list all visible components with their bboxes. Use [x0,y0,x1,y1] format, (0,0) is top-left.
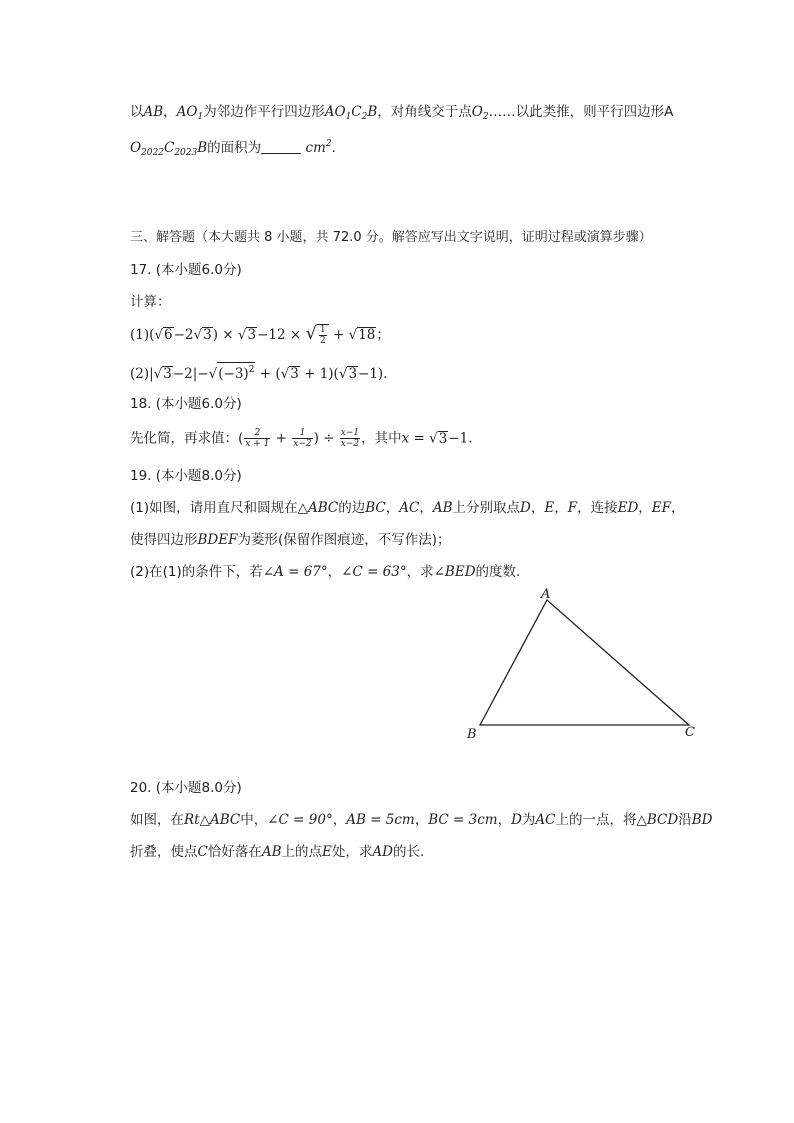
text: −2 [173,327,194,343]
answer-blank [261,139,301,154]
denominator: x−2 [293,439,312,449]
math: AB [432,500,453,516]
radicand: 18 [358,327,376,343]
text: ) ÷ [313,430,339,447]
radicand: 3 [163,366,172,382]
text: ， [332,812,347,828]
top-line-1 [130,102,673,127]
math: EF [651,500,672,516]
denominator: x−2 [340,439,360,449]
text: 上分别取点 [452,500,521,516]
math: E [322,844,332,860]
text: ， [638,500,652,516]
math-c: C [163,140,175,156]
text: + ( [255,366,281,382]
q19-header: 19. (本小题8.0分) [130,468,242,484]
text: 为邻边作平行四边形 [203,104,325,120]
math: BC [365,500,386,516]
denominator: x + 1 [245,439,270,449]
sqrt-sign: √ [193,327,203,343]
subscript: 2 [361,112,368,122]
radicand-group [217,362,255,382]
text: ， [671,500,685,516]
q17-part2 [130,362,388,384]
subscript: 2022 [141,148,164,158]
radicand: 3 [290,366,299,382]
sqrt-sign: √ [338,366,348,382]
subscript: 1 [197,112,204,122]
text: 处，求 [331,844,373,860]
text: 恰好落在 [207,844,262,860]
text: 为 [521,812,536,828]
text: ， [497,812,512,828]
text: ， [414,812,429,828]
q20-header: 20. (本小题8.0分) [130,780,242,796]
fraction [340,428,360,449]
q18-text [130,428,473,449]
text: (2)在(1)的条件下，若 [130,564,263,580]
text: ，连接 [577,500,618,516]
math: AB [261,844,282,860]
text: −12 × [257,327,306,343]
section-title: 三、解答题（本大题共 8 小题，共 72.0 分。解答应写出文字说明，证明过程或演算步骤） [130,230,652,245]
math: BDEF [197,532,238,548]
radicand: (−3) [218,366,249,382]
denominator: 2 [319,336,326,346]
text: 的边 [338,500,366,516]
text: (1)( [130,327,155,343]
text: 先化简，再求值：( [130,430,244,447]
radicand: 3 [348,366,358,382]
subscript: 1 [345,112,352,122]
variable: x [401,430,410,447]
sqrt-sign: √ [280,366,290,382]
math: ∠A = 67° [262,564,328,580]
text: = [409,430,430,447]
text: 折叠，使点 [130,844,198,860]
text: −1). [358,366,388,382]
text: ； [376,327,390,343]
math-b: B [367,104,378,120]
radicand: 3 [247,327,257,343]
superscript: 2 [325,139,332,149]
sqrt-sign: √ [237,327,247,343]
math: ∠C = 63° [341,564,407,580]
math: ∠BED [433,564,476,580]
text: 中， [240,812,268,828]
sqrt-sign: √ [305,323,317,344]
text: 的长. [392,844,425,860]
subscript: 2023 [174,148,198,158]
sqrt-sign: √ [154,327,163,343]
text: ……以此类推，则平行四边形A [488,104,674,120]
numerator: 2 [244,428,270,439]
text: + [328,327,349,343]
vertex-label-c: C [685,725,695,740]
text: 上的点 [281,844,323,860]
q20-line1 [130,810,712,830]
math-o: O [130,140,142,156]
math: C [197,844,208,860]
vertex-label-a: A [541,587,551,602]
math-c: C [351,104,362,120]
text: 沿 [678,812,692,828]
sqrt-fraction [317,324,329,346]
text: 为菱形(保留作图痕迹，不写作法)； [237,532,451,548]
math: D [511,812,522,828]
q17-intro: 计算： [130,294,171,310]
radicand: 6 [164,327,173,343]
math-ab: AB [143,104,164,120]
text: ， [419,500,433,516]
text: + [271,430,292,447]
math: AC [399,500,420,516]
math: △BCD [636,812,679,828]
text: ，求 [406,564,434,580]
radicand: 3 [203,327,212,343]
text: ，其中 [361,430,402,447]
math: BC = 3cm [428,812,498,828]
sqrt-sign: √ [208,366,218,382]
numerator: x−1 [340,428,360,438]
fraction [292,428,312,449]
text: ) × [212,327,238,343]
math: Rt△ABC [184,812,241,828]
text: ， [163,104,177,120]
unit: cm [305,140,326,156]
text: −2|− [172,366,209,382]
math: ED [617,500,639,516]
text: 的面积为 [207,140,262,156]
numerator: 1 [319,325,326,335]
text: ，对角线交于点 [377,104,472,120]
top-line-2 [130,134,336,163]
q18-header: 18. (本小题6.0分) [130,396,242,412]
q17-header: 17. (本小题6.0分) [130,262,242,278]
math: AD [372,844,393,860]
math: ∠C = 90° [267,812,333,828]
q19-line2 [130,530,451,550]
text: 如图，在 [130,812,184,828]
math: D [520,500,531,516]
math: AB = 5cm [346,812,415,828]
math: AC [535,812,556,828]
q17-part1 [130,324,390,346]
text: + 1)( [299,366,339,382]
math: F [567,500,578,516]
text: 以 [130,104,144,120]
sqrt-sign: √ [429,430,438,447]
text: 上的一点，将 [555,812,637,828]
radicand: 3 [438,430,448,447]
triangle-abc-figure [455,584,705,744]
text: 使得四边形 [130,532,198,548]
math-shape: AO [324,104,346,120]
text: −1. [448,430,473,447]
text: (2)| [130,366,154,382]
text: 的度数. [475,564,521,580]
triangle-abc [480,600,689,725]
math-b: B [197,140,208,156]
superscript: 2 [248,365,255,375]
q19-line3 [130,562,520,582]
math: △ABC [297,500,339,516]
sqrt-sign: √ [153,366,163,382]
numerator: 1 [292,428,312,439]
text: ， [530,500,545,516]
math: E [544,500,555,516]
q19-line1 [130,498,685,518]
sqrt-sign: √ [348,327,358,343]
text: (1)如图，请用直尺和圆规在 [130,500,298,516]
subscript: 2 [482,112,489,122]
vertex-label-b: B [467,727,477,742]
fraction [244,428,270,449]
text: . [331,140,336,156]
text: ， [327,564,342,580]
text: ， [385,500,400,516]
q20-line2 [130,842,424,862]
text: ， [554,500,568,516]
math-ao1: AO [176,104,198,120]
math-o2: O [471,104,483,120]
math: BD [691,812,713,828]
